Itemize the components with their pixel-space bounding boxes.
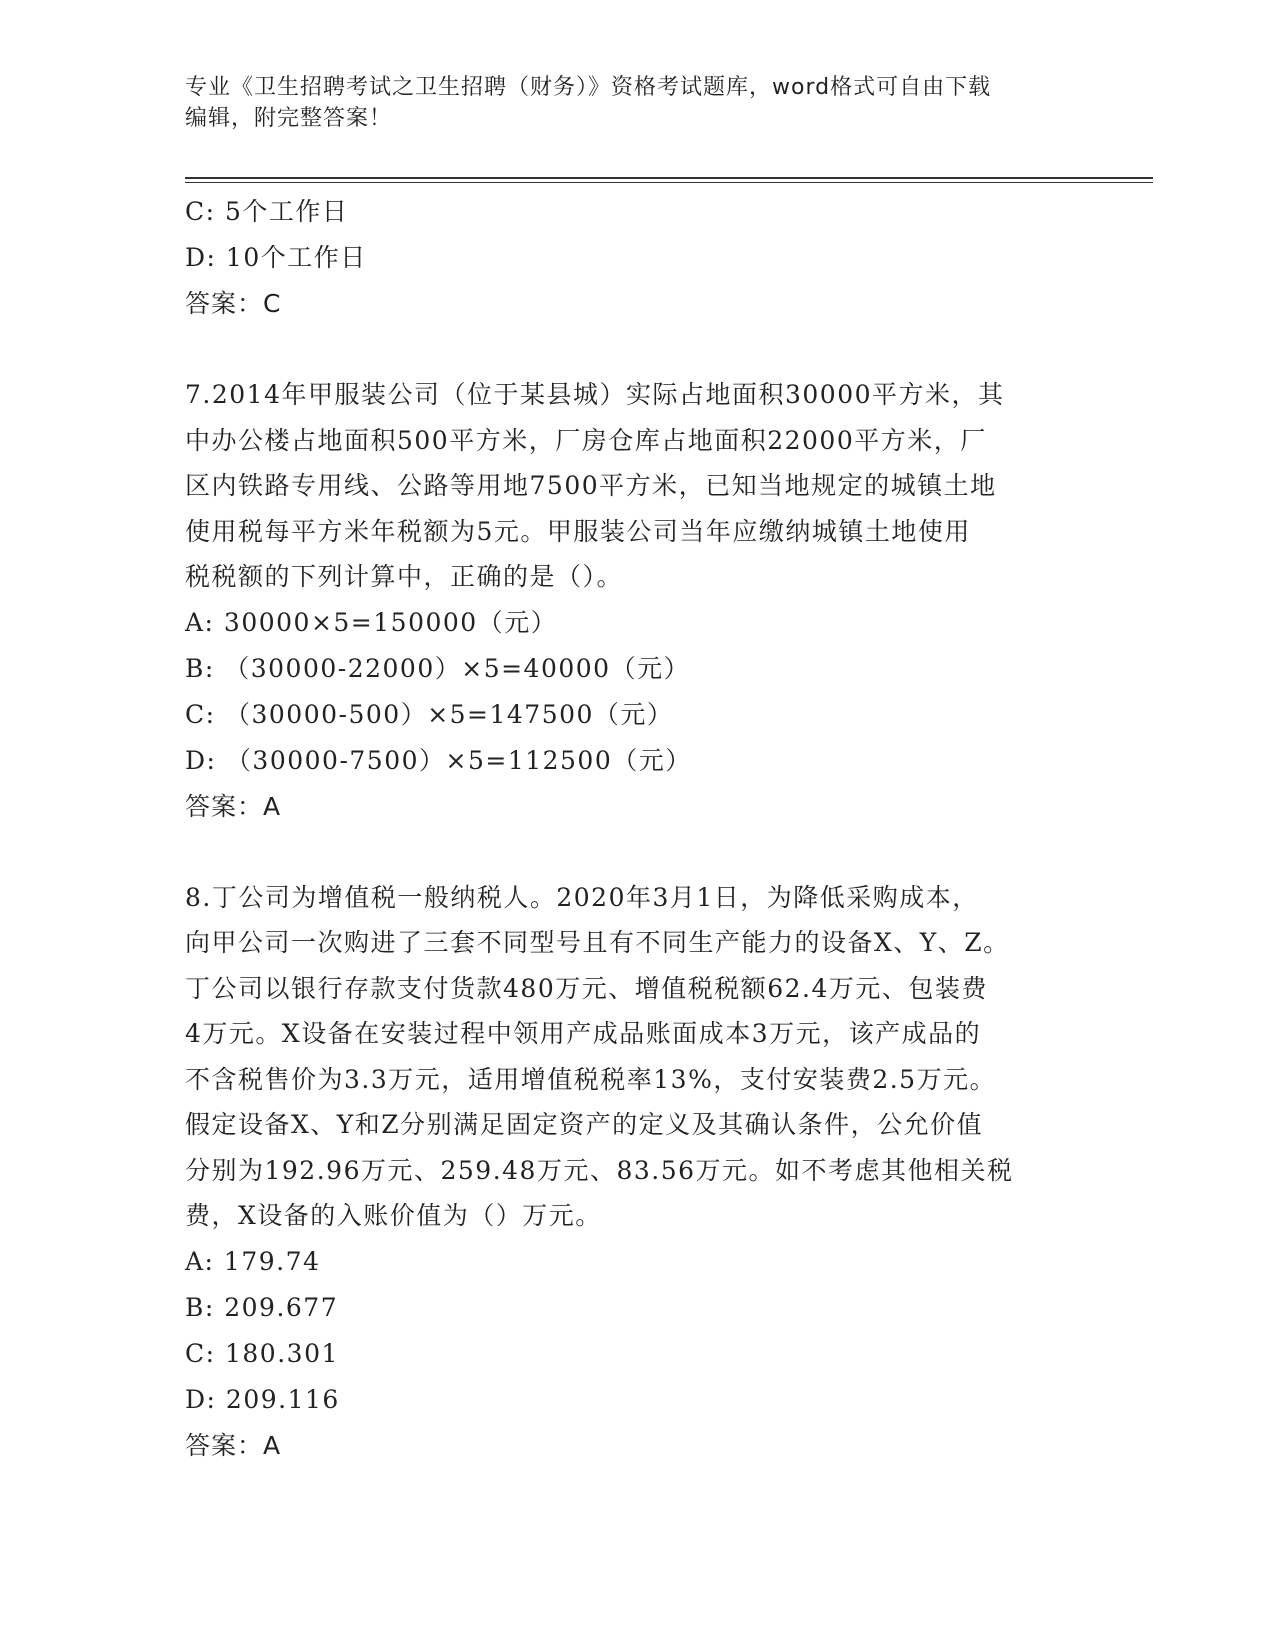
prev-question [185,189,1085,327]
question-text [185,372,1085,600]
option-c: C: （30000-500）×5=147500（元） [185,699,674,729]
option-d: D: 209.116 [185,1384,340,1414]
question-line: 使用税每平方米年税额为5元。甲服装公司当年应缴纳城镇土地使用 [185,516,971,546]
question-line: 7.2014年甲服装公司（位于某县城）实际占地面积30000平方米，其 [185,380,1005,409]
option-a: A: 30000×5=150000（元） [185,607,558,637]
option-d: D: （30000-7500）×5=112500（元） [185,745,692,775]
spacer [185,327,1085,372]
question-line: 假定设备X、Y和Z分别满足固定资产的定义及其确认条件，公允价值 [185,1110,984,1139]
document-content [185,189,1085,1469]
option-c: C: 180.301 [185,1338,339,1368]
question-line: 向甲公司一次购进了三套不同型号且有不同生产能力的设备X、Y、Z。 [185,928,1010,957]
question-line: 4万元。X设备在安装过程中领用产成品账面成本3万元，该产成品的 [185,1019,982,1048]
header-line-1: 专业《卫生招聘考试之卫生招聘（财务）》资格考试题库，word格式可自由下载 [185,75,992,100]
question-line: 费，X设备的入账价值为（）万元。 [185,1201,602,1230]
question-line: 中办公楼占地面积500平方米，厂房仓库占地面积22000平方米，厂 [185,425,987,455]
question-line: 不含税售价为3.3万元，适用增值税税率13%，支付安装费2.5万元。 [185,1064,997,1094]
question-line: 8.丁公司为增值税一般纳税人。2020年3月1日，为降低采购成本， [185,882,979,912]
option-b: B: （30000-22000）×5=40000（元） [185,653,691,683]
question-line: 税税额的下列计算中，正确的是（）。 [185,562,624,591]
answer-line: 答案：A [185,791,282,821]
option-b: B: 209.677 [185,1292,339,1322]
option-c: C: 5个工作日 [185,197,349,226]
option-a: A: 179.74 [185,1246,321,1276]
document-header [185,72,1085,134]
question-line: 分别为192.96万元、259.48万元、83.56万元。如不考虑其他相关税 [185,1155,1014,1185]
question-line: 丁公司以银行存款支付货款480万元、增值税税额62.4万元、包装费 [185,973,988,1003]
option-d: D: 10个工作日 [185,243,367,272]
header-line-2: 编辑，附完整答案！ [185,106,393,131]
question-7 [185,372,1085,830]
header-divider-thin [185,182,1153,183]
question-text [185,875,1085,1239]
question-8 [185,875,1085,1469]
spacer [185,830,1085,875]
answer-line: 答案：C [185,289,282,318]
question-line: 区内铁路专用线、公路等用地7500平方米，已知当地规定的城镇土地 [185,471,997,500]
answer-line: 答案：A [185,1430,282,1460]
header-divider-thick [185,177,1153,179]
